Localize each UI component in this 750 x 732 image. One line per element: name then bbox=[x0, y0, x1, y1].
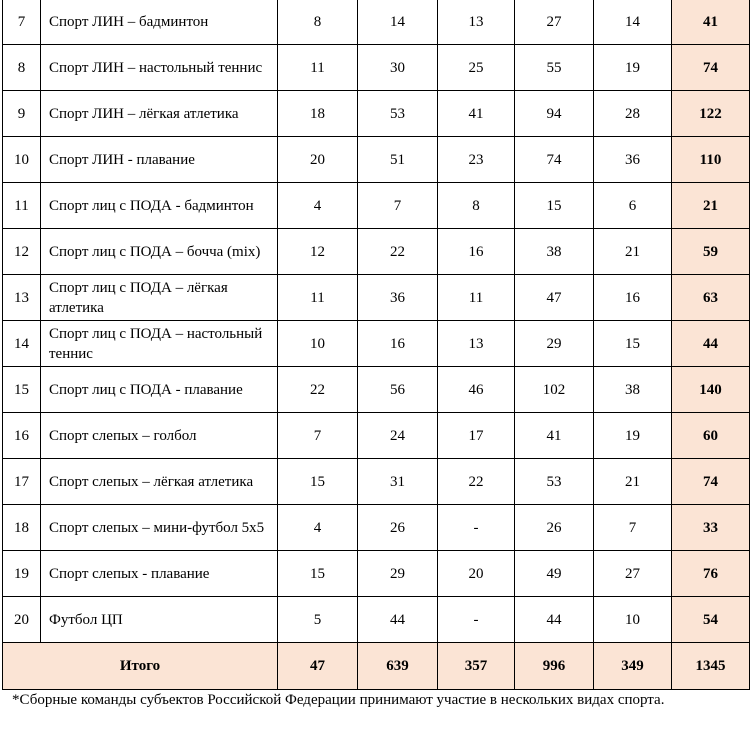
sport-name-cell: Спорт ЛИН – бадминтон bbox=[41, 0, 278, 45]
total-label: Итого bbox=[3, 643, 278, 690]
value-cell: 23 bbox=[438, 137, 515, 183]
value-cell: 24 bbox=[358, 413, 438, 459]
row-number-cell: 17 bbox=[3, 459, 41, 505]
value-cell: 15 bbox=[515, 183, 594, 229]
row-number-cell: 14 bbox=[3, 321, 41, 367]
value-cell: 51 bbox=[358, 137, 438, 183]
value-cell: 6 bbox=[594, 183, 672, 229]
row-total-cell: 54 bbox=[672, 597, 750, 643]
value-cell: 56 bbox=[358, 367, 438, 413]
sport-name-cell: Спорт ЛИН – настольный теннис bbox=[41, 45, 278, 91]
row-number-cell: 11 bbox=[3, 183, 41, 229]
value-cell: 94 bbox=[515, 91, 594, 137]
table-row bbox=[3, 275, 750, 321]
value-cell: 19 bbox=[594, 413, 672, 459]
sport-name-cell: Спорт лиц с ПОДА – настольный теннис bbox=[41, 321, 278, 367]
total-cell: 357 bbox=[438, 643, 515, 690]
table-row bbox=[3, 45, 750, 91]
sport-name-cell: Спорт лиц с ПОДА – бочча (mix) bbox=[41, 229, 278, 275]
row-number-cell: 13 bbox=[3, 275, 41, 321]
row-total-cell: 74 bbox=[672, 459, 750, 505]
value-cell: 20 bbox=[438, 551, 515, 597]
value-cell: 7 bbox=[278, 413, 358, 459]
table-row bbox=[3, 91, 750, 137]
row-total-cell: 59 bbox=[672, 229, 750, 275]
value-cell: 36 bbox=[594, 137, 672, 183]
value-cell: - bbox=[438, 505, 515, 551]
total-cell: 639 bbox=[358, 643, 438, 690]
value-cell: 53 bbox=[515, 459, 594, 505]
row-total-cell: 41 bbox=[672, 0, 750, 45]
total-cell: 996 bbox=[515, 643, 594, 690]
value-cell: 10 bbox=[278, 321, 358, 367]
value-cell: 21 bbox=[594, 459, 672, 505]
value-cell: 15 bbox=[278, 459, 358, 505]
row-total-cell: 44 bbox=[672, 321, 750, 367]
value-cell: 27 bbox=[594, 551, 672, 597]
value-cell: 74 bbox=[515, 137, 594, 183]
footnote: *Сборные команды субъектов Российской Федерации принимают участие в нескольких видах спорта. bbox=[12, 692, 665, 708]
row-total-cell: 33 bbox=[672, 505, 750, 551]
row-total-cell: 63 bbox=[672, 275, 750, 321]
row-total-cell: 76 bbox=[672, 551, 750, 597]
value-cell: 22 bbox=[358, 229, 438, 275]
value-cell: 18 bbox=[278, 91, 358, 137]
sport-name-cell: Спорт слепых – мини-футбол 5х5 bbox=[41, 505, 278, 551]
table-row bbox=[3, 597, 750, 643]
value-cell: 38 bbox=[594, 367, 672, 413]
total-row bbox=[3, 643, 750, 690]
value-cell: 26 bbox=[358, 505, 438, 551]
row-number-cell: 20 bbox=[3, 597, 41, 643]
value-cell: 5 bbox=[278, 597, 358, 643]
value-cell: 31 bbox=[358, 459, 438, 505]
value-cell: - bbox=[438, 597, 515, 643]
table-row bbox=[3, 367, 750, 413]
value-cell: 15 bbox=[278, 551, 358, 597]
table-row bbox=[3, 413, 750, 459]
row-number-cell: 9 bbox=[3, 91, 41, 137]
row-number-cell: 10 bbox=[3, 137, 41, 183]
value-cell: 13 bbox=[438, 0, 515, 45]
table-row bbox=[3, 137, 750, 183]
value-cell: 30 bbox=[358, 45, 438, 91]
value-cell: 11 bbox=[438, 275, 515, 321]
sport-name-cell: Спорт слепых – голбол bbox=[41, 413, 278, 459]
value-cell: 49 bbox=[515, 551, 594, 597]
total-cell: 349 bbox=[594, 643, 672, 690]
row-total-cell: 74 bbox=[672, 45, 750, 91]
sport-name-cell: Спорт слепых – лёгкая атлетика bbox=[41, 459, 278, 505]
sports-table bbox=[2, 0, 750, 690]
value-cell: 4 bbox=[278, 505, 358, 551]
table-row bbox=[3, 459, 750, 505]
row-total-cell: 140 bbox=[672, 367, 750, 413]
value-cell: 26 bbox=[515, 505, 594, 551]
value-cell: 12 bbox=[278, 229, 358, 275]
value-cell: 21 bbox=[594, 229, 672, 275]
value-cell: 11 bbox=[278, 45, 358, 91]
value-cell: 46 bbox=[438, 367, 515, 413]
table-row bbox=[3, 551, 750, 597]
row-total-cell: 60 bbox=[672, 413, 750, 459]
value-cell: 8 bbox=[438, 183, 515, 229]
value-cell: 15 bbox=[594, 321, 672, 367]
total-cell: 47 bbox=[278, 643, 358, 690]
value-cell: 16 bbox=[438, 229, 515, 275]
row-number-cell: 18 bbox=[3, 505, 41, 551]
sport-name-cell: Спорт ЛИН - плавание bbox=[41, 137, 278, 183]
table-row bbox=[3, 229, 750, 275]
value-cell: 17 bbox=[438, 413, 515, 459]
value-cell: 20 bbox=[278, 137, 358, 183]
value-cell: 10 bbox=[594, 597, 672, 643]
value-cell: 44 bbox=[358, 597, 438, 643]
value-cell: 36 bbox=[358, 275, 438, 321]
value-cell: 44 bbox=[515, 597, 594, 643]
value-cell: 47 bbox=[515, 275, 594, 321]
row-number-cell: 15 bbox=[3, 367, 41, 413]
value-cell: 16 bbox=[594, 275, 672, 321]
value-cell: 41 bbox=[438, 91, 515, 137]
value-cell: 7 bbox=[594, 505, 672, 551]
value-cell: 14 bbox=[594, 0, 672, 45]
row-number-cell: 7 bbox=[3, 0, 41, 45]
value-cell: 25 bbox=[438, 45, 515, 91]
value-cell: 27 bbox=[515, 0, 594, 45]
row-total-cell: 110 bbox=[672, 137, 750, 183]
value-cell: 28 bbox=[594, 91, 672, 137]
value-cell: 7 bbox=[358, 183, 438, 229]
value-cell: 29 bbox=[515, 321, 594, 367]
value-cell: 16 bbox=[358, 321, 438, 367]
row-number-cell: 16 bbox=[3, 413, 41, 459]
value-cell: 55 bbox=[515, 45, 594, 91]
sport-name-cell: Спорт слепых - плавание bbox=[41, 551, 278, 597]
sport-name-cell: Спорт лиц с ПОДА – лёгкая атлетика bbox=[41, 275, 278, 321]
value-cell: 41 bbox=[515, 413, 594, 459]
sport-name-cell: Спорт лиц с ПОДА - плавание bbox=[41, 367, 278, 413]
value-cell: 14 bbox=[358, 0, 438, 45]
sport-name-cell: Спорт ЛИН – лёгкая атлетика bbox=[41, 91, 278, 137]
table-row bbox=[3, 505, 750, 551]
table-row bbox=[3, 183, 750, 229]
row-total-cell: 122 bbox=[672, 91, 750, 137]
value-cell: 22 bbox=[438, 459, 515, 505]
value-cell: 8 bbox=[278, 0, 358, 45]
sport-name-cell: Футбол ЦП bbox=[41, 597, 278, 643]
row-number-cell: 12 bbox=[3, 229, 41, 275]
grand-total-cell: 1345 bbox=[672, 643, 750, 690]
value-cell: 102 bbox=[515, 367, 594, 413]
table-row bbox=[3, 321, 750, 367]
value-cell: 13 bbox=[438, 321, 515, 367]
value-cell: 53 bbox=[358, 91, 438, 137]
row-number-cell: 8 bbox=[3, 45, 41, 91]
value-cell: 29 bbox=[358, 551, 438, 597]
value-cell: 19 bbox=[594, 45, 672, 91]
row-total-cell: 21 bbox=[672, 183, 750, 229]
value-cell: 22 bbox=[278, 367, 358, 413]
table-row bbox=[3, 0, 750, 45]
value-cell: 38 bbox=[515, 229, 594, 275]
value-cell: 4 bbox=[278, 183, 358, 229]
row-number-cell: 19 bbox=[3, 551, 41, 597]
value-cell: 11 bbox=[278, 275, 358, 321]
sport-name-cell: Спорт лиц с ПОДА - бадминтон bbox=[41, 183, 278, 229]
